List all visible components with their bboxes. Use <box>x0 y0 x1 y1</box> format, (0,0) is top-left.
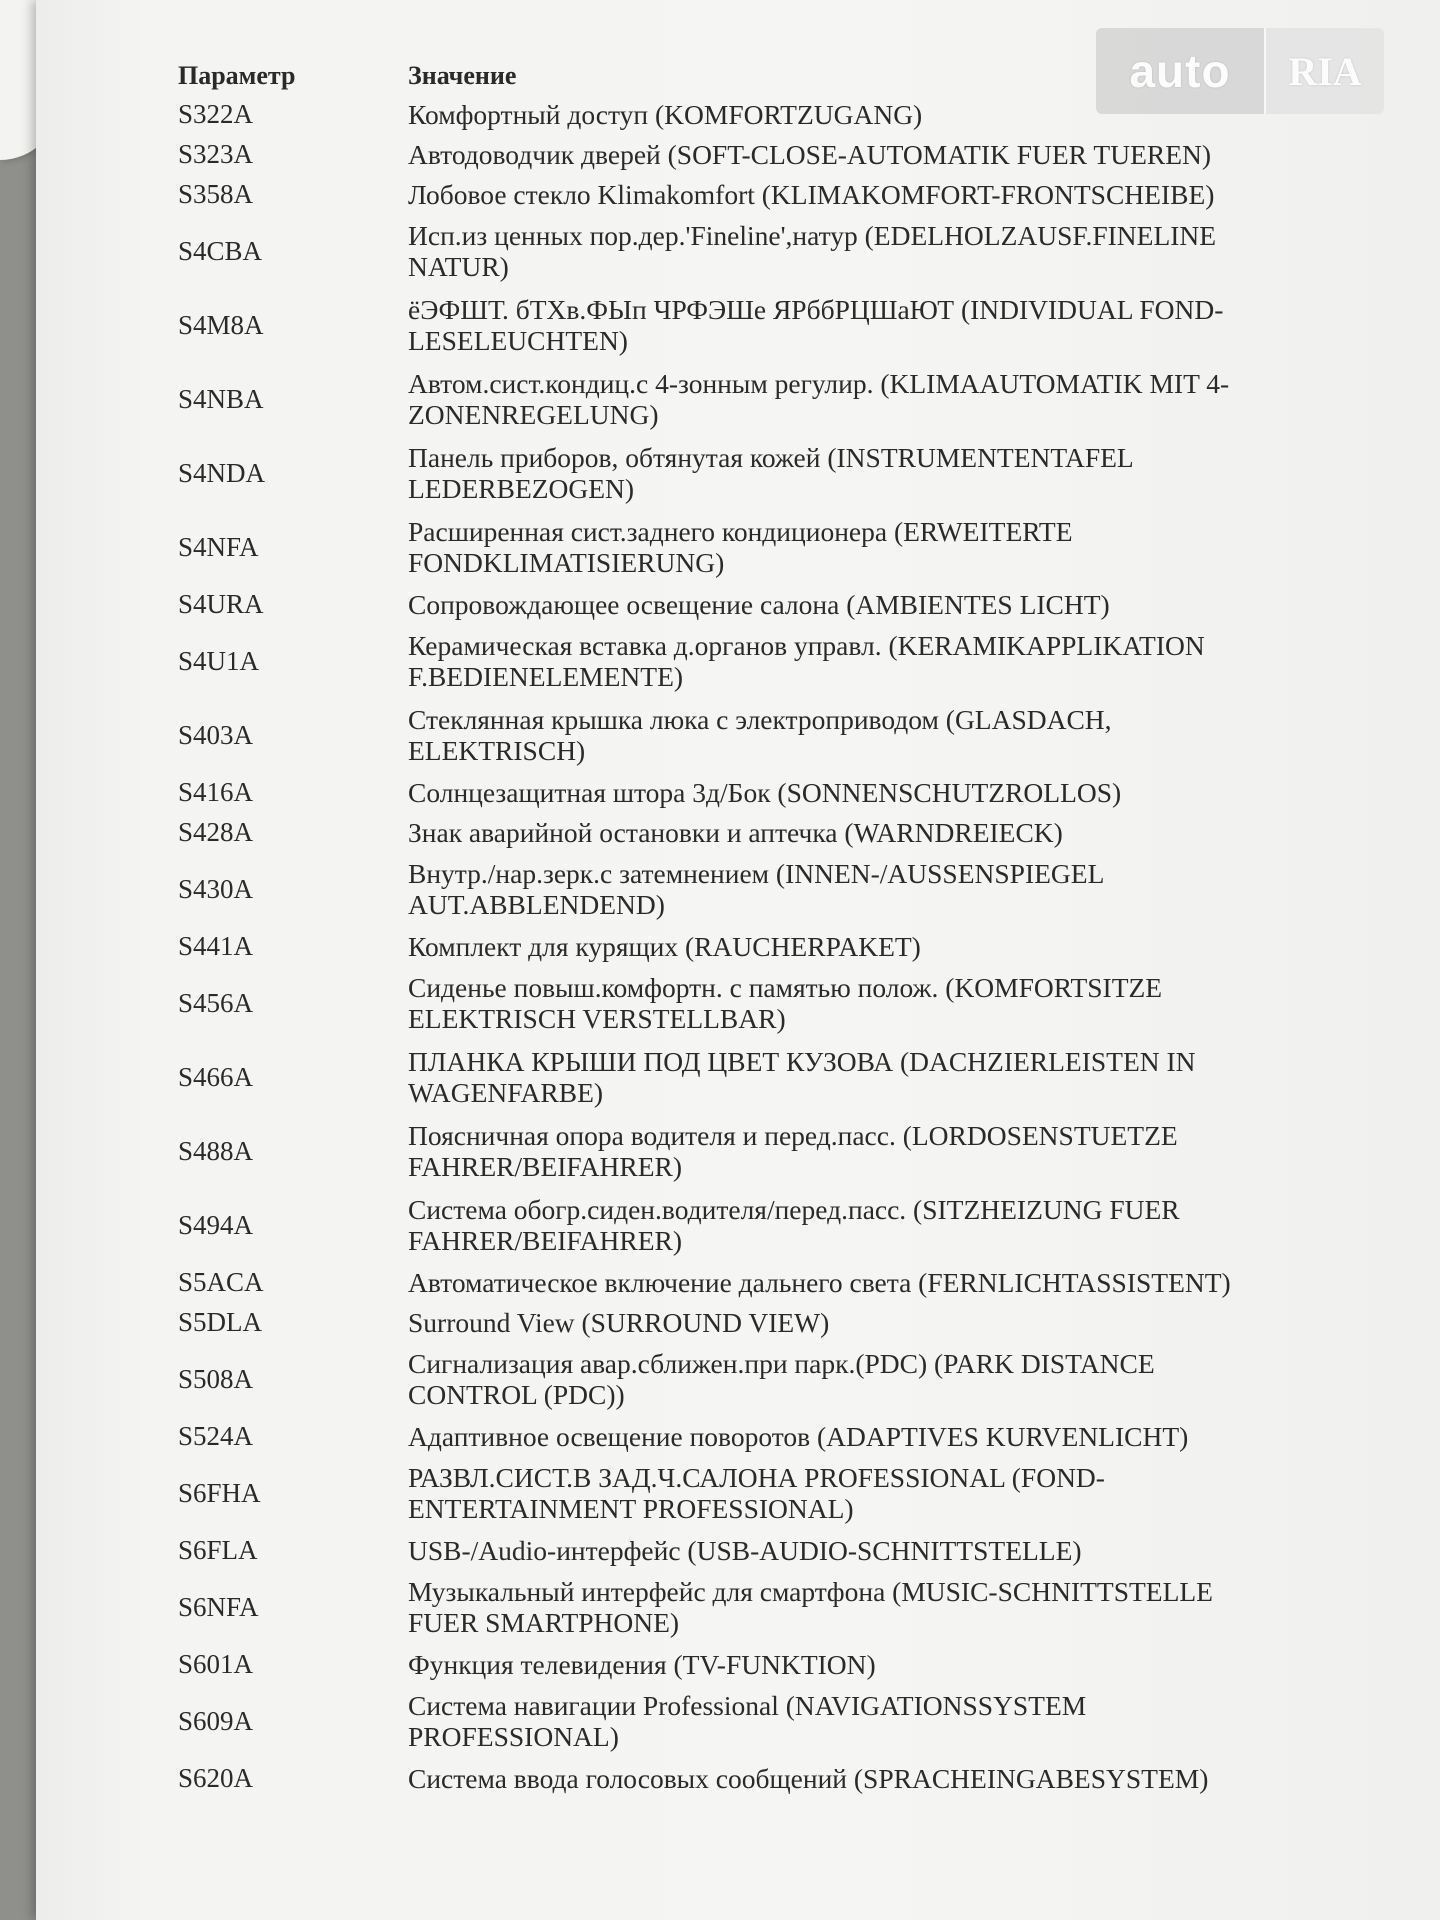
option-code: S416A <box>178 776 254 807</box>
option-description: USB-/Audio-интерфейс (USB-AUDIO-SCHNITTSTELLE) <box>408 1534 1082 1566</box>
option-description: Комплект для курящих (RAUCHERPAKET) <box>408 930 921 962</box>
option-code: S322A <box>178 98 254 129</box>
options-table <box>178 58 1288 1798</box>
option-code: S4NDA <box>178 457 266 488</box>
option-code: S6FLA <box>178 1534 258 1565</box>
table-row <box>178 1684 1288 1758</box>
option-description: Расширенная сист.заднего кондиционера (ERWEITERTE FONDKLIMATISIERUNG) <box>408 516 1073 578</box>
table-row <box>178 1456 1288 1530</box>
option-description: Солнцезащитная штора 3д/Бок (SONNENSCHUTZROLLOS) <box>408 776 1122 808</box>
option-description: Автоматическое включение дальнего света (FERNLICHTASSISTENT) <box>408 1266 1231 1298</box>
option-code: S4U1A <box>178 645 260 676</box>
option-description: РАЗВЛ.СИСТ.В ЗАД.Ч.САЛОНА PROFESSIONAL (FOND-ENTERTAINMENT PROFESSIONAL) <box>408 1462 1105 1524</box>
table-row <box>178 214 1288 288</box>
option-description: Автом.сист.кондиц.с 4-зонным регулир. (KLIMAAUTOMATIK MIT 4-ZONENREGELUNG) <box>408 368 1230 430</box>
watermark-ria-text: RIA <box>1264 28 1384 114</box>
table-row <box>178 1570 1288 1644</box>
table-row <box>178 362 1288 436</box>
table-row <box>178 436 1288 510</box>
option-code: S4URA <box>178 588 264 619</box>
option-description: Система навигации Professional (NAVIGATIONSSYSTEM PROFESSIONAL) <box>408 1690 1087 1752</box>
option-description: Адаптивное освещение поворотов (ADAPTIVES KURVENLICHT) <box>408 1420 1189 1452</box>
option-description: Сигнализация авар.сближен.при парк.(PDC) (PARK DISTANCE CONTROL (PDC)) <box>408 1348 1155 1410</box>
table-row <box>178 1758 1288 1798</box>
option-description: Лобовое стекло Klimakomfort (KLIMAKOMFORT-FRONTSCHEIBE) <box>408 178 1215 210</box>
option-description: Автодоводчик дверей (SOFT-CLOSE-AUTOMATIK FUER TUEREN) <box>408 138 1212 170</box>
table-body <box>178 94 1288 1798</box>
table-row <box>178 772 1288 812</box>
option-code: S358A <box>178 178 254 209</box>
table-row <box>178 852 1288 926</box>
table-row <box>178 288 1288 362</box>
option-description: ёЭФШТ. бТХв.ФЫп ЧРФЭШе ЯРббРЦШаЮТ (INDIVIDUAL FOND-LESELEUCHTEN) <box>408 294 1224 356</box>
option-code: S4NFA <box>178 531 259 562</box>
table-row <box>178 584 1288 624</box>
table-row <box>178 926 1288 966</box>
option-code: S4CBA <box>178 235 263 266</box>
option-code: S430A <box>178 873 254 904</box>
table-row <box>178 94 1288 134</box>
option-description: Музыкальный интерфейс для смартфона (MUSIC-SCHNITTSTELLE FUER SMARTPHONE) <box>408 1576 1213 1638</box>
table-row <box>178 624 1288 698</box>
table-row <box>178 1416 1288 1456</box>
option-code: S456A <box>178 987 254 1018</box>
option-description: Знак аварийной остановки и аптечка (WARNDREIECK) <box>408 816 1063 848</box>
option-description: Surround View (SURROUND VIEW) <box>408 1306 830 1338</box>
table-row <box>178 966 1288 1040</box>
table-row <box>178 134 1288 174</box>
table-row <box>178 1262 1288 1302</box>
option-code: S494A <box>178 1209 254 1240</box>
header-value: Значение <box>408 61 517 90</box>
option-code: S609A <box>178 1705 254 1736</box>
option-code: S4M8A <box>178 309 264 340</box>
watermark-auto-text: auto <box>1096 28 1264 114</box>
option-code: S6NFA <box>178 1591 259 1622</box>
table-row <box>178 812 1288 852</box>
option-description: Функция телевидения (TV-FUNKTION) <box>408 1648 876 1680</box>
option-code: S441A <box>178 930 254 961</box>
table-row <box>178 698 1288 772</box>
option-description: Комфортный доступ (KOMFORTZUGANG) <box>408 98 923 130</box>
option-code: S488A <box>178 1135 254 1166</box>
option-code: S466A <box>178 1061 254 1092</box>
table-row <box>178 1302 1288 1342</box>
option-code: S323A <box>178 138 254 169</box>
option-code: S428A <box>178 816 254 847</box>
header-param: Параметр <box>178 61 296 90</box>
option-description: Панель приборов, обтянутая кожей (INSTRUMENTENTAFEL LEDERBEZOGEN) <box>408 442 1133 504</box>
option-description: Система обогр.сиден.водителя/перед.пасс. (SITZHEIZUNG FUER FAHRER/BEIFAHRER) <box>408 1194 1180 1256</box>
option-description: Керамическая вставка д.органов управл. (KERAMIKAPPLIKATION F.BEDIENELEMENTE) <box>408 630 1205 692</box>
option-code: S403A <box>178 719 254 750</box>
table-row <box>178 1040 1288 1114</box>
option-code: S524A <box>178 1420 254 1451</box>
option-code: S6FHA <box>178 1477 261 1508</box>
option-description: Стеклянная крышка люка с электроприводом (GLASDACH, ELEKTRISCH) <box>408 704 1112 766</box>
option-code: S508A <box>178 1363 254 1394</box>
table-row <box>178 1114 1288 1188</box>
table-header <box>178 58 1288 94</box>
option-code: S5ACA <box>178 1266 264 1297</box>
table-row <box>178 174 1288 214</box>
option-description: Поясничная опора водителя и перед.пасс. (LORDOSENSTUETZE FAHRER/BEIFAHRER) <box>408 1120 1178 1182</box>
option-description: ПЛАНКА КРЫШИ ПОД ЦВЕТ КУЗОВА (DACHZIERLEISTEN IN WAGENFARBE) <box>408 1046 1196 1108</box>
option-code: S601A <box>178 1648 254 1679</box>
option-code: S4NBA <box>178 383 264 414</box>
table-row <box>178 510 1288 584</box>
table-row <box>178 1188 1288 1262</box>
table-row <box>178 1530 1288 1570</box>
table-row <box>178 1644 1288 1684</box>
option-description: Сопровождающее освещение салона (AMBIENTES LICHT) <box>408 588 1110 620</box>
option-code: S620A <box>178 1762 254 1793</box>
option-description: Система ввода голосовых сообщений (SPRACHEINGABESYSTEM) <box>408 1762 1209 1794</box>
option-code: S5DLA <box>178 1306 263 1337</box>
option-description: Исп.из ценных пор.дер.'Fineline',натур (EDELHOLZAUSF.FINELINE NATUR) <box>408 220 1217 282</box>
table-row <box>178 1342 1288 1416</box>
option-description: Сиденье повыш.комфортн. с памятью полож. (KOMFORTSITZE ELEKTRISCH VERSTELLBAR) <box>408 972 1163 1034</box>
option-description: Внутр./нар.зерк.с затемнением (INNEN-/AUSSENSPIEGEL AUT.ABBLENDEND) <box>408 858 1104 920</box>
